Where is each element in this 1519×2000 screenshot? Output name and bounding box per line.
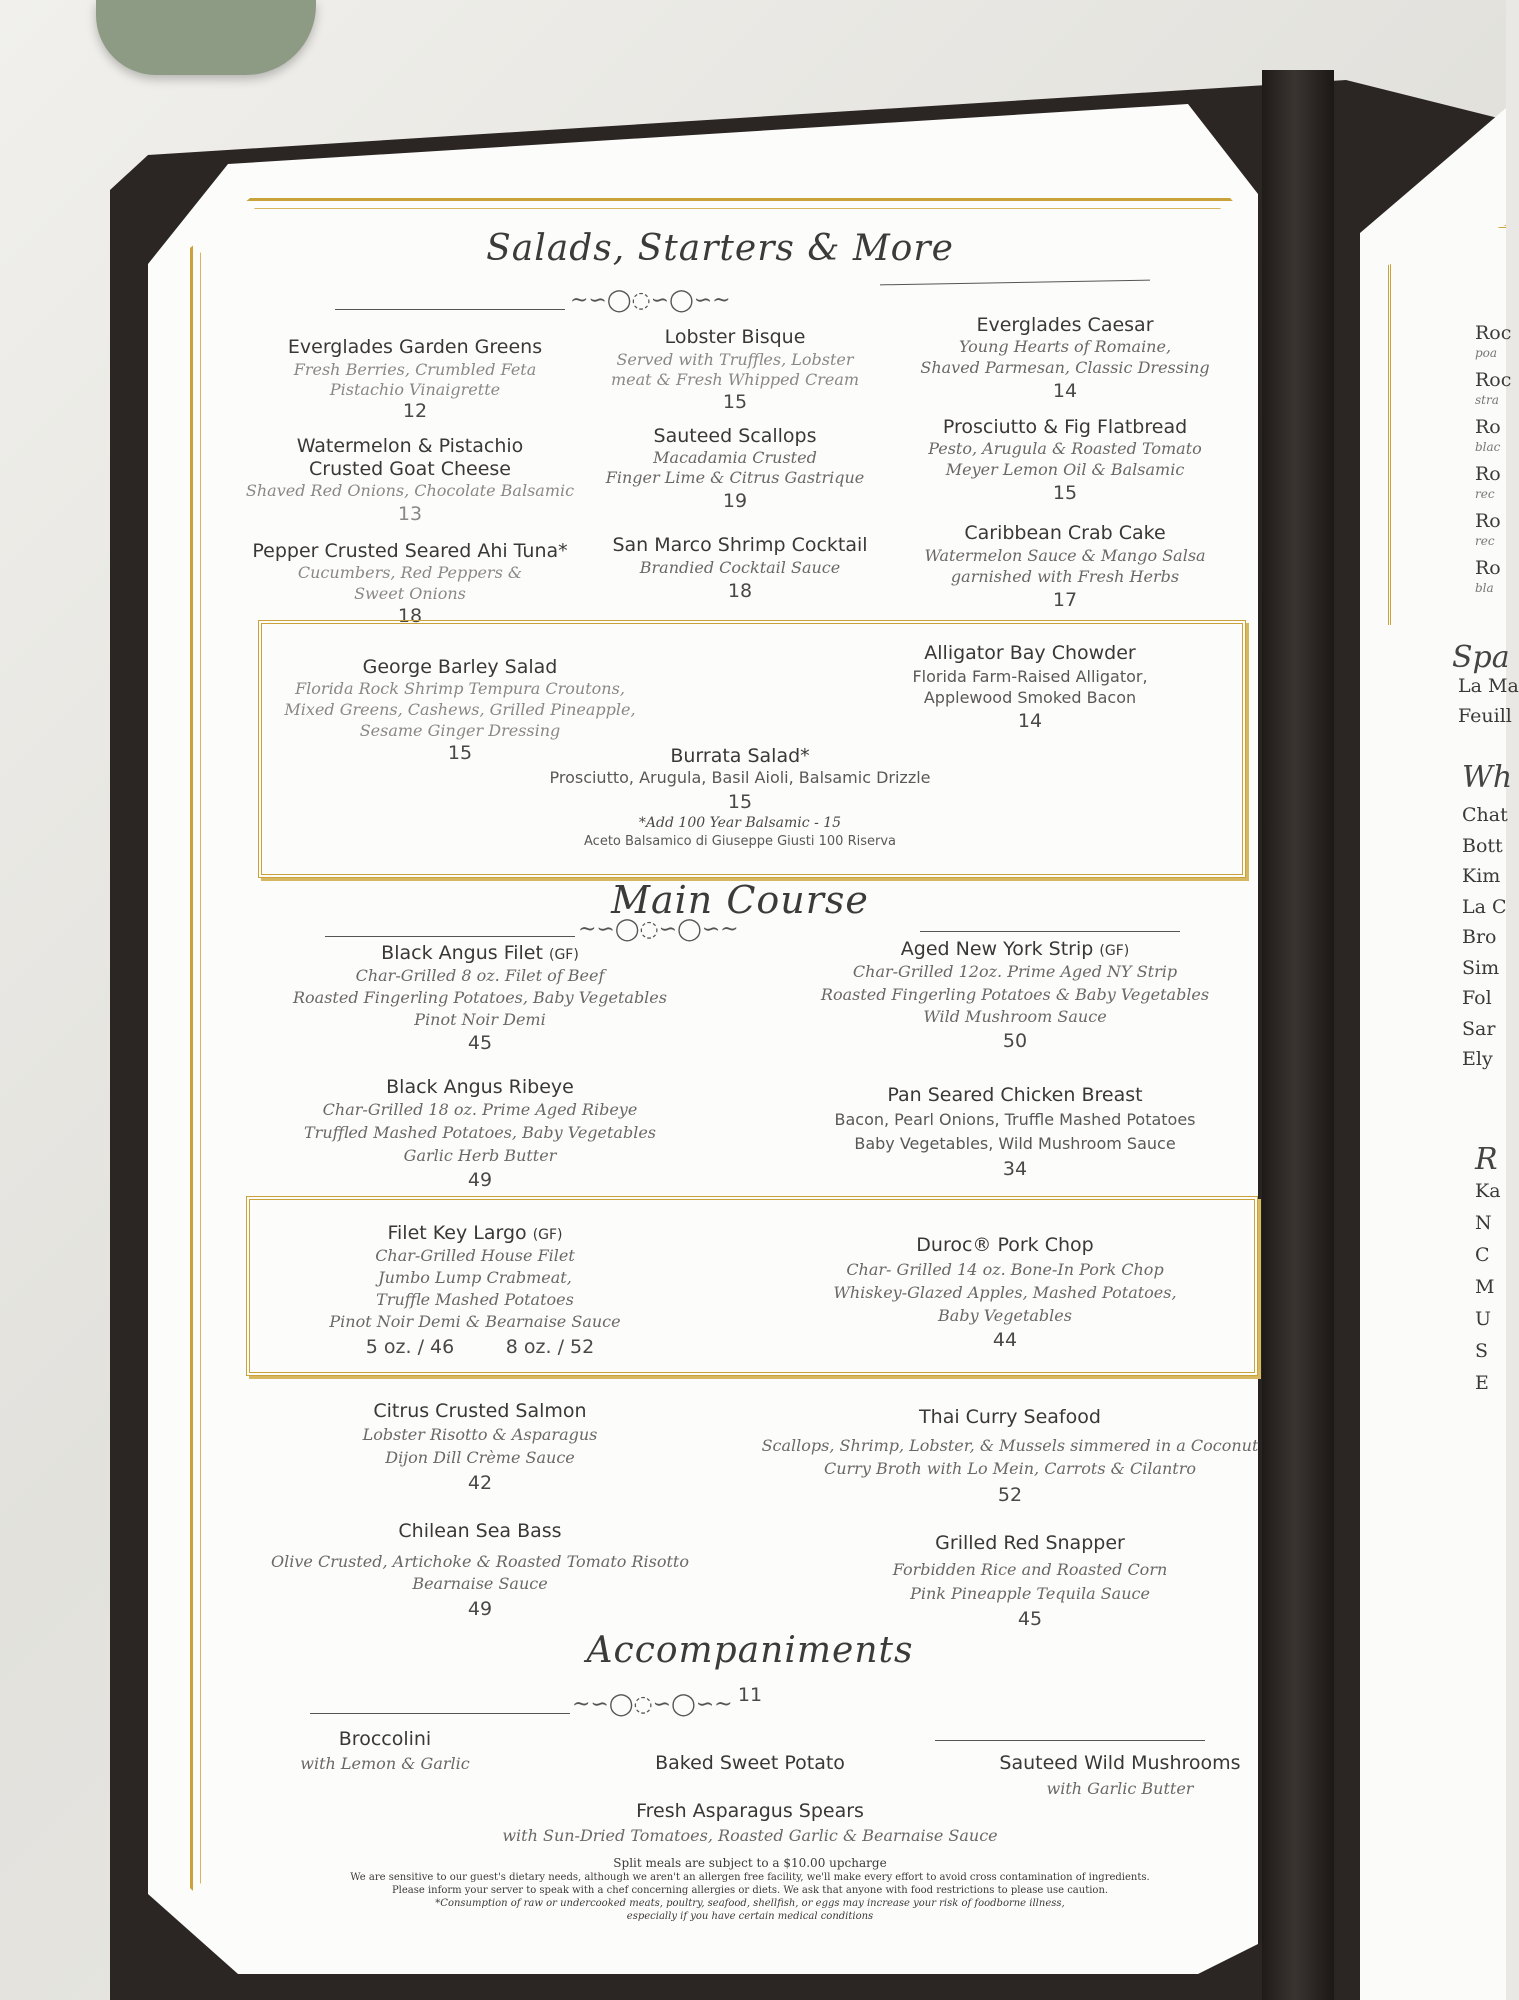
item-desc: garnished with Fresh Herbs: [950, 567, 1180, 586]
item-name: Caribbean Crab Cake: [964, 522, 1166, 544]
item-desc: Meyer Lemon Oil & Balsamic: [945, 460, 1185, 479]
item-desc: Finger Lime & Citrus Gastrique: [605, 468, 865, 487]
main-course-heading: Main Course: [611, 878, 869, 922]
right-page-fragment: Ka: [1475, 1180, 1501, 1202]
right-page-fragment: C: [1475, 1244, 1490, 1266]
item-name: George Barley Salad: [362, 656, 558, 678]
item-name: Filet Key Largo (GF): [387, 1222, 563, 1244]
item-price: 34: [1002, 1158, 1028, 1180]
item-name: Prosciutto & Fig Flatbread: [942, 416, 1188, 438]
item-desc: Garlic Herb Butter: [403, 1146, 557, 1165]
item-desc: Wild Mushroom Sauce: [923, 1007, 1107, 1026]
item-price: 18: [727, 580, 753, 602]
item-desc: Served with Truffles, Lobster: [616, 350, 854, 369]
item-name: Grilled Red Snapper: [935, 1532, 1125, 1554]
heading-rule-left: [335, 309, 565, 310]
right-page-fragment: U: [1475, 1308, 1492, 1330]
consumption-warning: *Consumption of raw or undercooked meats, poultry, seafood, shellfish, or eggs may increase your risk of foodborne illness,: [435, 1898, 1065, 1909]
right-page-fragment: Ely: [1462, 1048, 1493, 1070]
item-price: 44: [992, 1329, 1018, 1351]
item-desc: Jumbo Lump Crabmeat,: [378, 1268, 572, 1287]
item-desc: Watermelon Sauce & Mango Salsa: [924, 546, 1206, 565]
right-page-fragment: Sar: [1462, 1017, 1496, 1040]
item-desc: Char-Grilled House Filet: [375, 1246, 575, 1265]
item-desc: Olive Crusted, Artichoke & Roasted Tomato Risotto: [271, 1552, 689, 1571]
item-name: San Marco Shrimp Cocktail: [612, 534, 868, 556]
item-price: 12: [402, 400, 428, 422]
side-name: Fresh Asparagus Spears: [636, 1800, 864, 1822]
right-page-fragment: poa: [1475, 346, 1498, 360]
item-price: 8 oz. / 52: [505, 1336, 595, 1358]
item-desc: Sesame Ginger Dressing: [359, 721, 561, 740]
right-page-fragment: Roc: [1475, 322, 1512, 344]
item-desc: Florida Rock Shrimp Tempura Croutons,: [295, 679, 625, 698]
item-name: Duroc® Pork Chop: [916, 1234, 1094, 1256]
item-price: 50: [1002, 1030, 1028, 1052]
right-page-fragment: Ro: [1475, 557, 1501, 579]
item-desc: Curry Broth with Lo Mein, Carrots & Cilantro: [823, 1459, 1197, 1478]
item-desc: Bearnaise Sauce: [412, 1574, 548, 1593]
item-desc: Prosciutto, Arugula, Basil Aioli, Balsamic Drizzle: [549, 768, 931, 787]
item-addon: *Add 100 Year Balsamic - 15: [638, 815, 842, 831]
item-desc: Bacon, Pearl Onions, Truffle Mashed Potatoes: [834, 1110, 1196, 1129]
item-desc: Macadamia Crusted: [653, 448, 817, 467]
item-desc: Shaved Red Onions, Chocolate Balsamic: [245, 481, 575, 500]
item-name: Sauteed Scallops: [653, 425, 817, 447]
item-price: 45: [467, 1032, 493, 1054]
right-page-fragment: Feuill: [1458, 705, 1512, 727]
right-page-fragment: E: [1475, 1372, 1489, 1394]
item-price: 17: [1052, 589, 1078, 611]
item-desc: Truffled Mashed Potatoes, Baby Vegetables: [304, 1123, 656, 1142]
right-page-fragment: blac: [1475, 440, 1501, 454]
item-price: 15: [447, 742, 473, 764]
heading-rule-left: [325, 936, 575, 937]
item-name: Citrus Crusted Salmon: [373, 1400, 587, 1422]
sides-price: 11: [737, 1684, 763, 1706]
item-name: Everglades Caesar: [976, 314, 1154, 336]
item-desc: Lobster Risotto & Asparagus: [362, 1425, 598, 1444]
right-page-fragment: Ro: [1475, 416, 1501, 438]
item-desc: Char- Grilled 14 oz. Bone-In Pork Chop: [846, 1260, 1164, 1279]
right-page-fragment: La Ma: [1458, 675, 1519, 697]
right-page-fragment: Spa: [1452, 640, 1510, 675]
item-price: 14: [1052, 380, 1078, 402]
item-price: 45: [1017, 1608, 1043, 1630]
item-price: 52: [997, 1484, 1023, 1506]
salads-heading: Salads, Starters & More: [486, 228, 954, 269]
item-price: 15: [1052, 482, 1078, 504]
item-name: Black Angus Ribeye: [386, 1076, 574, 1098]
item-price: 19: [722, 490, 748, 512]
right-page-fragment: stra: [1475, 393, 1499, 407]
right-page-fragment: Bro: [1462, 926, 1497, 948]
right-page-fragment: N: [1475, 1212, 1492, 1234]
item-desc: Pinot Noir Demi & Bearnaise Sauce: [329, 1312, 621, 1331]
item-price: 15: [722, 391, 748, 413]
accompaniments-heading: Accompaniments: [586, 1630, 914, 1671]
item-desc: Pistachio Vinaigrette: [329, 380, 501, 399]
item-desc: Char-Grilled 18 oz. Prime Aged Ribeye: [322, 1100, 638, 1119]
item-price: 42: [467, 1472, 493, 1494]
item-desc: Applewood Smoked Bacon: [923, 688, 1137, 707]
item-desc: Sweet Onions: [354, 584, 466, 603]
item-desc: Florida Farm-Raised Alligator,: [912, 667, 1148, 686]
allergy-note: We are sensitive to our guest's dietary needs, although we aren't an allergen free facility, we'll make every effort to avoid cross contamination of ingredients.: [350, 1872, 1150, 1883]
item-desc: Pinot Noir Demi: [414, 1010, 546, 1029]
item-desc: Young Hearts of Romaine,: [958, 337, 1172, 356]
item-name: Chilean Sea Bass: [398, 1520, 562, 1542]
item-name: Pan Seared Chicken Breast: [887, 1084, 1143, 1106]
item-desc: Shaved Parmesan, Classic Dressing: [920, 358, 1210, 377]
item-name: Burrata Salad*: [670, 745, 810, 767]
right-page-fragment: La C: [1462, 895, 1507, 918]
item-price: 49: [467, 1598, 493, 1620]
item-name: Watermelon & Pistachio: [296, 435, 524, 457]
item-desc: Mixed Greens, Cashews, Grilled Pineapple,: [284, 700, 636, 719]
item-price: 13: [397, 503, 423, 525]
item-name: Everglades Garden Greens: [287, 336, 543, 358]
item-desc: Brandied Cocktail Sauce: [639, 558, 841, 577]
item-desc: meat & Fresh Whipped Cream: [610, 370, 860, 389]
right-page-fragment: rec: [1475, 487, 1495, 501]
item-desc: Scallops, Shrimp, Lobster, & Mussels simmered in a Coconut: [761, 1436, 1259, 1455]
side-desc: with Sun-Dried Tomatoes, Roasted Garlic & Bearnaise Sauce: [502, 1826, 998, 1845]
right-page-fragment: bla: [1475, 581, 1494, 595]
right-page-fragment: rec: [1475, 534, 1495, 548]
item-desc: Char-Grilled 12oz. Prime Aged NY Strip: [852, 962, 1178, 981]
item-desc: Pesto, Arugula & Roasted Tomato: [928, 439, 1202, 458]
right-page-fragment: Bott: [1462, 834, 1503, 857]
flourish-ornament: ~∽◯◌∽◯∽~: [572, 1692, 733, 1717]
flourish-ornament: ~∽◯◌∽◯∽~: [570, 288, 731, 313]
item-name-line2: Crusted Goat Cheese: [308, 458, 511, 480]
item-name: Alligator Bay Chowder: [924, 642, 1136, 664]
item-price: 14: [1017, 710, 1043, 732]
side-desc: with Lemon & Garlic: [300, 1754, 470, 1773]
right-page-fragment: S: [1475, 1340, 1489, 1362]
right-page-fragment: Kim: [1462, 865, 1501, 887]
napkin: [96, 0, 316, 75]
item-desc: Roasted Fingerling Potatoes, Baby Vegetables: [293, 988, 667, 1007]
heading-rule-right: [920, 931, 1180, 932]
item-price: 5 oz. / 46: [365, 1336, 455, 1358]
heading-rule-left: [310, 1713, 570, 1714]
item-desc: Dijon Dill Crème Sauce: [385, 1448, 575, 1467]
item-desc: Char-Grilled 8 oz. Filet of Beef: [355, 966, 605, 985]
item-desc: Truffle Mashed Potatoes: [376, 1290, 574, 1309]
right-page-fragment: Sim: [1462, 956, 1500, 979]
item-desc: Cucumbers, Red Peppers &: [297, 563, 523, 582]
item-desc: Pink Pineapple Tequila Sauce: [910, 1584, 1150, 1603]
item-price: 18: [397, 605, 423, 627]
side-name: Sauteed Wild Mushrooms: [999, 1752, 1241, 1774]
item-desc: Fresh Berries, Crumbled Feta: [293, 360, 537, 379]
right-page-fragment: Ro: [1475, 463, 1501, 485]
item-name: Black Angus Filet (GF): [381, 942, 579, 964]
item-name: Pepper Crusted Seared Ahi Tuna*: [252, 540, 568, 562]
right-page-fragment: Wh: [1462, 760, 1513, 795]
item-name: Lobster Bisque: [664, 326, 806, 348]
item-price: 15: [727, 791, 753, 813]
item-desc: Roasted Fingerling Potatoes & Baby Vegetables: [820, 985, 1210, 1004]
side-name: Baked Sweet Potato: [655, 1752, 845, 1774]
heading-rule-right: [935, 1740, 1205, 1741]
item-desc: Whiskey-Glazed Apples, Mashed Potatoes,: [833, 1283, 1177, 1302]
right-page-fragment: Chat: [1462, 804, 1508, 826]
side-desc: with Garlic Butter: [1046, 1779, 1194, 1798]
item-name: Thai Curry Seafood: [919, 1406, 1101, 1428]
item-desc: Baby Vegetables, Wild Mushroom Sauce: [854, 1134, 1176, 1153]
item-name: Aged New York Strip (GF): [900, 938, 1130, 960]
right-page-fragment: R: [1475, 1142, 1498, 1177]
split-meal-note: Split meals are subject to a $10.00 upcharge: [613, 1856, 887, 1870]
allergy-note: Please inform your server to speak with a chef concerning allergies or diets. We ask that anyone with food restrictions to please use caution.: [391, 1885, 1109, 1896]
right-page-fragment: M: [1475, 1276, 1495, 1298]
item-desc: Baby Vegetables: [938, 1306, 1072, 1325]
item-desc: Forbidden Rice and Roasted Corn: [892, 1560, 1168, 1579]
side-name: Broccolini: [338, 1728, 432, 1750]
item-price: 49: [467, 1169, 493, 1191]
consumption-warning: especially if you have certain medical conditions: [626, 1911, 874, 1922]
right-page-fragment: Fol: [1462, 987, 1492, 1009]
right-page-fragment: Ro: [1475, 510, 1501, 532]
item-addon-detail: Aceto Balsamico di Giuseppe Giusti 100 Riserva: [584, 834, 896, 849]
right-page-fragment: Roc: [1475, 369, 1512, 391]
flourish-ornament: ~∽◯◌∽◯∽~: [578, 917, 739, 942]
